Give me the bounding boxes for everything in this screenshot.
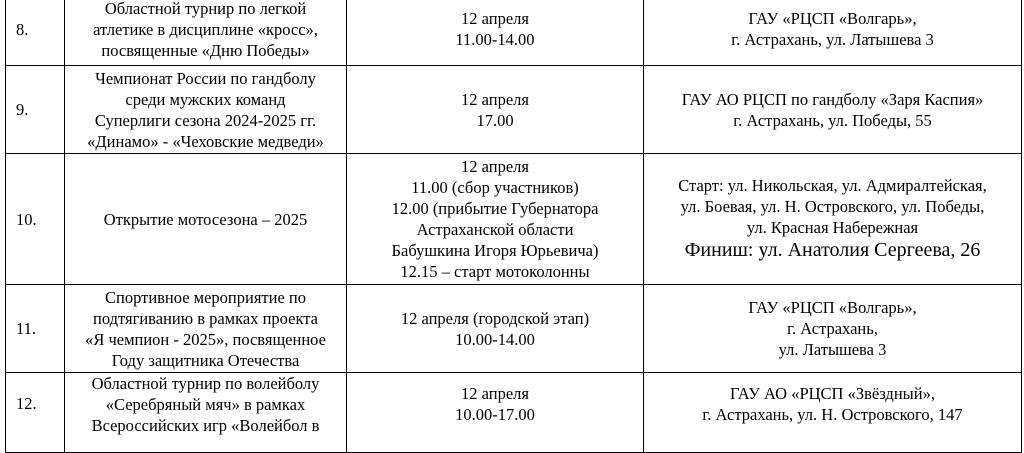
- row-number: 9.: [6, 66, 65, 154]
- event-name: Открытие мотосезона – 2025: [65, 154, 347, 285]
- event-place: Старт: ул. Никольская, ул. Адмиралтейская, ул. Боевая, ул. Н. Островского, ул. Победы, ул. Красная Набережная Финиш: ул. Анатолия Сергеева, 26: [644, 154, 1022, 285]
- event-place: ГАУ АО «РЦСП «Звёздный», г. Астрахань, ул. Н. Островского, 147: [644, 373, 1022, 453]
- event-time: 12 апреля 11.00-14.00: [347, 0, 644, 66]
- event-place: ГАУ АО РЦСП по гандболу «Заря Каспия» г. Астрахань, ул. Победы, 55: [644, 66, 1022, 154]
- table-row: [6, 0, 1022, 66]
- event-time: 12 апреля (городской этап) 10.00-14.00: [347, 285, 644, 373]
- table-row: [6, 66, 1022, 154]
- events-table: [5, 0, 1022, 453]
- row-number: 10.: [6, 154, 65, 285]
- event-name: Чемпионат России по гандболу среди мужских команд Суперлиги сезона 2024-2025 гг. «Динамо» - «Чеховские медведи»: [65, 66, 347, 154]
- row-number: 8.: [6, 0, 65, 66]
- table-row: [6, 285, 1022, 373]
- table-row: [6, 373, 1022, 453]
- row-number: 11.: [6, 285, 65, 373]
- row-number: 12.: [6, 373, 65, 453]
- event-time: 12 апреля 11.00 (сбор участников) 12.00 (прибытие Губернатора Астраханской области Бабушкина Игоря Юрьевича) 12.15 – старт мотоколонны: [347, 154, 644, 285]
- table-row: [6, 154, 1022, 285]
- event-name: Областной турнир по легкой атлетике в дисциплине «кросс», посвященные «Дню Победы»: [65, 0, 347, 66]
- event-time: 12 апреля 17.00: [347, 66, 644, 154]
- event-place: ГАУ «РЦСП «Волгарь», г. Астрахань, ул. Латышева 3: [644, 0, 1022, 66]
- event-place: ГАУ «РЦСП «Волгарь», г. Астрахань, ул. Латышева 3: [644, 285, 1022, 373]
- event-name: Областной турнир по волейболу «Серебряный мяч» в рамках Всероссийских игр «Волейбол в: [65, 373, 347, 453]
- event-name: Спортивное мероприятие по подтягиванию в рамках проекта «Я чемпион - 2025», посвященное Году защитника Отечества: [65, 285, 347, 373]
- finish-location: Финиш: ул. Анатолия Сергеева, 26: [684, 239, 981, 261]
- event-time: 12 апреля 10.00-17.00: [347, 373, 644, 453]
